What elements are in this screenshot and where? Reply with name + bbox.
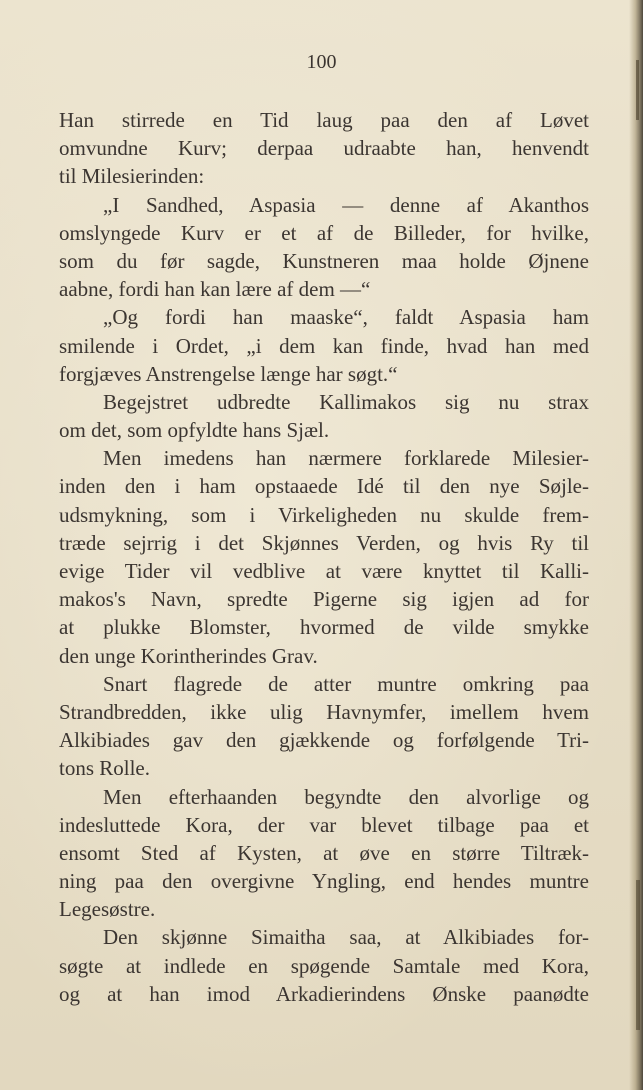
text-line: og at han imod Arkadierindens Ønske paanødte — [59, 981, 589, 1006]
text-line: træde sejrrig i det Skjønnes Verden, og hvis Ry til — [59, 530, 589, 555]
text-line: den unge Korintherindes Grav. — [59, 643, 318, 668]
text-line: omvundne Kurv; derpaa udraabte han, henvendt — [59, 136, 589, 161]
text-line: som du før sagde, Kunstneren maa holde Øjnene — [59, 248, 589, 273]
text-line: indesluttede Kora, der var blevet tilbage paa et — [59, 812, 589, 837]
text-line: inden den i ham opstaaede Idé til den nye Søjle- — [59, 474, 589, 499]
text-line: Den skjønne Simaitha saa, at Alkibiades for- — [103, 925, 589, 950]
text-line: udsmykning, som i Virkeligheden nu skulde frem- — [59, 502, 589, 527]
text-line: „Og fordi han maaske“, faldt Aspasia ham — [103, 305, 589, 330]
text-line: ensomt Sted af Kysten, at øve en større Tiltræk- — [59, 840, 589, 865]
text-line: Snart flagrede de atter muntre omkring paa — [103, 671, 589, 696]
text-line: Men imedens han nærmere forklarede Milesier- — [103, 446, 589, 471]
text-line: makos's Navn, spredte Pigerne sig igjen ad for — [59, 587, 589, 612]
text-line: Begejstret udbredte Kallimakos sig nu strax — [103, 389, 589, 414]
text-line: smilende i Ordet, „i dem kan finde, hvad han med — [59, 333, 589, 358]
page-number: 100 — [306, 51, 337, 73]
text-line: Legesøstre. — [59, 897, 156, 922]
text-line: forgjæves Anstrengelse længe har søgt.“ — [59, 361, 398, 386]
text-line: Men efterhaanden begyndte den alvorlige og — [103, 784, 589, 809]
text-line: „I Sandhed, Aspasia — denne af Akanthos — [103, 192, 589, 217]
text-line: aabne, fordi han kan lære af dem —“ — [59, 277, 371, 302]
binding-mark — [636, 880, 640, 1030]
text-line: til Milesierinden: — [59, 164, 205, 189]
text-line: evige Tider vil vedblive at være knyttet til Kalli- — [59, 559, 589, 583]
text-line: om det, som opfyldte hans Sjæl. — [59, 418, 330, 443]
text-line: omslyngede Kurv er et af de Billeder, for hvilke, — [59, 220, 589, 245]
body-text — [59, 106, 589, 1008]
text-line: Han stirrede en Tid laug paa den af Løvet — [59, 108, 589, 132]
text-line: Strandbredden, ikke ulig Havnymfer, imellem hvem — [59, 699, 589, 724]
text-line: Alkibiades gav den gjækkende og forfølgende Tri- — [59, 728, 589, 753]
text-line: tons Rolle. — [59, 756, 151, 781]
text-line: at plukke Blomster, hvormed de vilde smykke — [59, 615, 589, 640]
text-line: ning paa den overgivne Yngling, end hendes muntre — [59, 869, 589, 894]
text-line: søgte at indlede en spøgende Samtale med Kora, — [59, 953, 589, 978]
